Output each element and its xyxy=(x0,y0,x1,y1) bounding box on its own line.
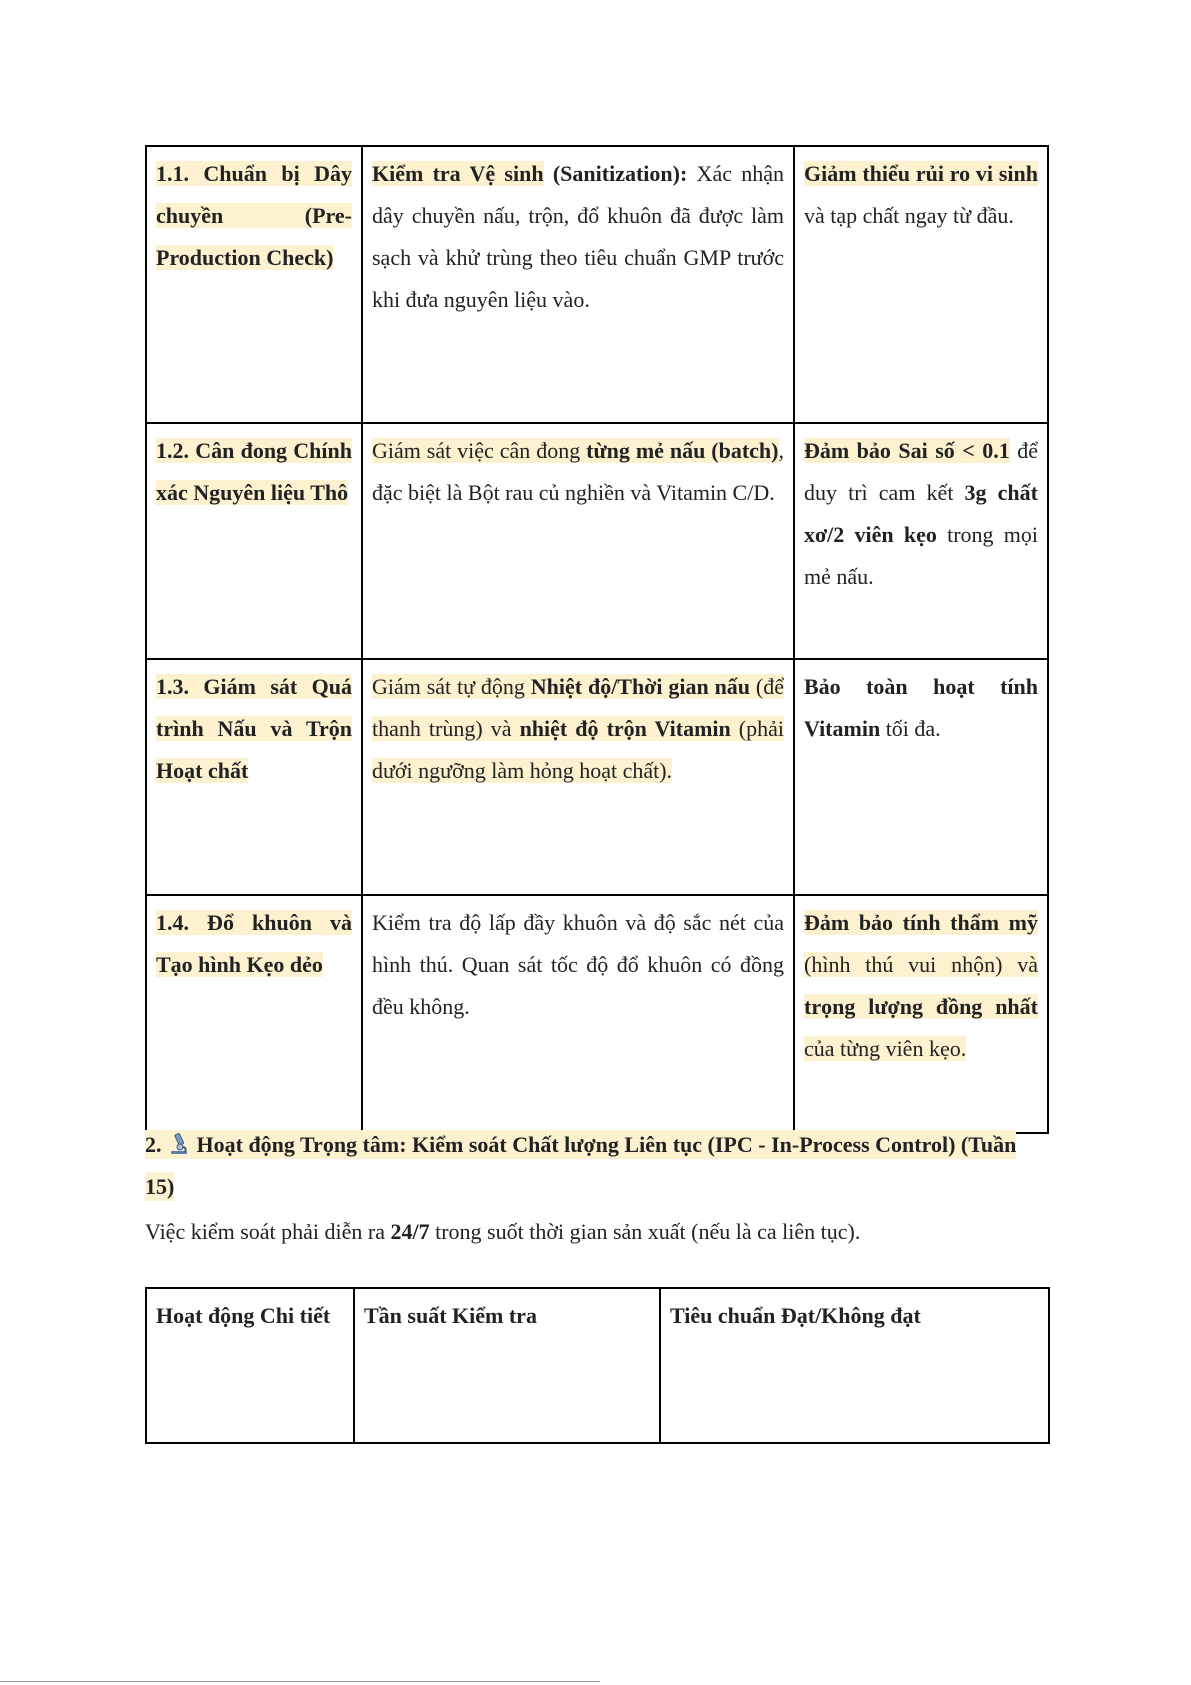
production-check-table xyxy=(145,145,1049,1134)
goal-text: (hình thú vui nhộn) và xyxy=(804,952,1038,977)
header-cell: Tiêu chuẩn Đạt/Không đạt xyxy=(660,1288,1049,1443)
body-paragraph xyxy=(145,1216,1045,1248)
body-bold: 24/7 xyxy=(390,1219,430,1244)
page-bottom-rule xyxy=(0,1681,600,1682)
table-row xyxy=(146,423,1048,659)
step-title: 1.4. Đổ khuôn và Tạo hình Kẹo dẻo xyxy=(156,910,352,977)
body-text: Việc kiểm soát phải diễn ra xyxy=(145,1219,391,1244)
activity-highlight: Giám sát việc cân đong xyxy=(372,438,587,463)
goal-text: trong mọi mẻ nấu. xyxy=(804,522,1038,589)
microscope-icon xyxy=(167,1128,191,1152)
goal-text: tối đa. xyxy=(880,716,941,741)
step-cell xyxy=(146,423,362,659)
activity-cell xyxy=(362,423,794,659)
table-row xyxy=(146,895,1048,1133)
goal-bold: 3g chất xơ/2 viên kẹo xyxy=(804,480,1038,547)
activity-cell xyxy=(362,659,794,895)
goal-bold: Bảo toàn hoạt tính Vitamin xyxy=(804,674,1038,741)
header-cell: Tần suất Kiểm tra xyxy=(354,1288,660,1443)
activity-bold: (Sanitization): xyxy=(543,161,688,186)
activity-text: , đặc biệt là Bột rau củ nghiền và Vitamin C/D. xyxy=(372,438,784,505)
header-cell: Hoạt động Chi tiết xyxy=(146,1288,354,1443)
body-text: trong suốt thời gian sản xuất (nếu là ca liên tục). xyxy=(429,1219,861,1244)
ipc-table xyxy=(145,1287,1050,1444)
activity-text: Xác nhận dây chuyền nấu, trộn, đổ khuôn đã được làm sạch và khử trùng theo tiêu chuẩn GMP trước khi đưa nguyên liệu vào. xyxy=(372,161,784,312)
goal-highlight: Đảm bảo Sai số < 0.1 xyxy=(804,438,1010,463)
goal-text: để duy trì cam kết xyxy=(804,438,1039,505)
step-cell xyxy=(146,895,362,1133)
step-cell xyxy=(146,146,362,423)
goal-bold: trọng lượng đồng nhất xyxy=(804,994,1038,1019)
activity-text: (phải dưới ngưỡng làm hỏng hoạt chất). xyxy=(372,716,785,783)
goal-cell xyxy=(794,659,1048,895)
activity-cell xyxy=(362,895,794,1133)
section-heading xyxy=(145,1124,1045,1208)
step-cell xyxy=(146,659,362,895)
step-title: 1.2. Cân đong Chính xác Nguyên liệu Thô xyxy=(156,438,352,505)
activity-text: Giám sát tự động xyxy=(372,674,531,699)
activity-bold: nhiệt độ trộn Vitamin xyxy=(519,716,731,741)
table-row xyxy=(146,146,1048,423)
table-row xyxy=(146,659,1048,895)
goal-highlight: Giảm thiểu rủi ro vi sinh xyxy=(804,161,1038,186)
activity-bold: từng mẻ nấu (batch) xyxy=(586,438,779,463)
activity-cell xyxy=(362,146,794,423)
goal-text: và tạp chất ngay từ đầu. xyxy=(804,203,1014,228)
activity-text: (để thanh trùng) và xyxy=(372,674,784,741)
step-title: 1.3. Giám sát Quá trình Nấu và Trộn Hoạt chất xyxy=(156,674,352,783)
goal-cell xyxy=(794,146,1048,423)
activity-highlight: Kiểm tra Vệ sinh xyxy=(372,161,544,186)
table-header-row xyxy=(146,1288,1049,1443)
goal-cell xyxy=(794,895,1048,1133)
activity-bold: Nhiệt độ/Thời gian nấu xyxy=(530,674,751,699)
heading-number: 2. xyxy=(145,1132,167,1157)
goal-bold: Đảm bảo tính thẩm mỹ xyxy=(804,910,1038,935)
goal-text: của từng viên kẹo. xyxy=(804,1036,967,1061)
heading-text: Hoạt động Trọng tâm: Kiểm soát Chất lượng Liên tục (IPC - In-Process Control) (Tuần 15) xyxy=(145,1132,1017,1199)
step-title: 1.1. Chuẩn bị Dây chuyền (Pre-Production Check) xyxy=(156,161,352,270)
activity-text: Kiểm tra độ lấp đầy khuôn và độ sắc nét của hình thú. Quan sát tốc độ đổ khuôn có đồng đều không. xyxy=(372,910,784,1019)
goal-cell xyxy=(794,423,1048,659)
